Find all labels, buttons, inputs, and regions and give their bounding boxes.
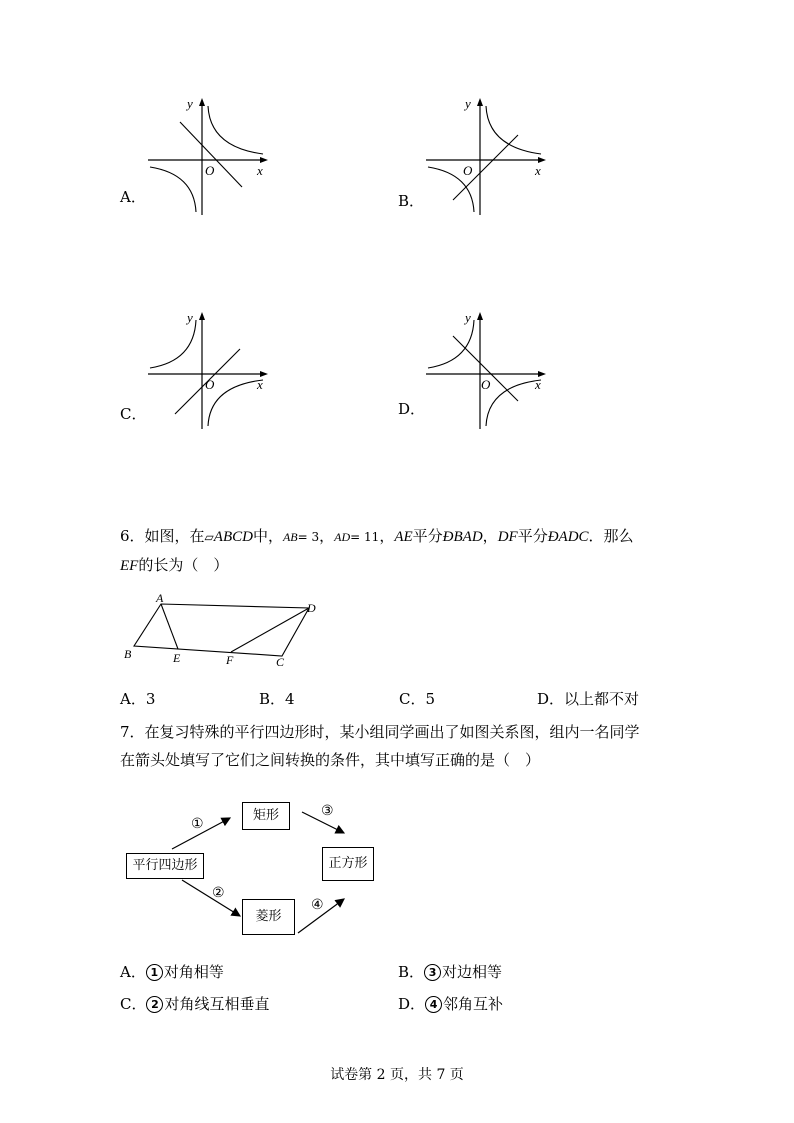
q7-option-c <box>120 993 270 1014</box>
q6-option-b: B．4 <box>259 690 295 708</box>
q6-option-d: D．以上都不对 <box>537 690 640 708</box>
q7-option-b-text: 对边相等 <box>442 963 503 981</box>
graph-c-label: C． <box>120 405 147 423</box>
graph-c <box>140 306 275 436</box>
q6-ef: EF <box>120 558 139 574</box>
q6-sep1: ， <box>319 527 335 545</box>
q7-num-2: ② <box>212 885 225 901</box>
q6-ae: AE <box>394 529 413 545</box>
graph-b-label: B． <box>398 192 425 210</box>
q6-end2: 的长为（ ） <box>138 556 229 574</box>
graph-c-y: y <box>187 310 193 325</box>
q6-angle1: ÐBAD <box>442 529 483 545</box>
q7-text <box>120 718 690 774</box>
q7-option-a-prefix: A． <box>120 963 146 981</box>
q7-line2: 在箭头处填写了它们之间转换的条件，其中填写正确的是（ ） <box>120 751 541 769</box>
q7-num-3: ③ <box>321 803 334 819</box>
q6-sep3: ， <box>482 527 498 545</box>
q6-zhong: 中， <box>252 527 283 545</box>
graph-a-x: x <box>257 163 263 178</box>
graph-c-o: O <box>205 377 215 392</box>
graph-d-x: x <box>535 377 541 392</box>
box-square: 正方形 <box>322 847 374 881</box>
q6-option-c: C．5 <box>399 690 436 708</box>
q6-ab: AB <box>282 530 298 544</box>
q6-fig-b: B <box>124 647 132 661</box>
q6-fig-d: D <box>307 601 316 615</box>
graph-d <box>418 306 553 436</box>
q6-pingfen2: 平分 <box>517 527 548 545</box>
q6-angle2: ÐADC <box>547 529 589 545</box>
q6-figure <box>118 590 333 670</box>
graph-a-y: y <box>187 96 193 111</box>
q6-pingfen1: 平分 <box>412 527 443 545</box>
q6-fig-f: F <box>226 653 234 667</box>
graph-a <box>140 92 275 222</box>
q6-ab-val: = 3 <box>297 530 320 544</box>
q6-fig-c: C <box>276 655 285 669</box>
q6-fig-e: E <box>173 651 181 665</box>
q7-option-a <box>120 961 224 982</box>
q6-abcd: ABCD <box>213 529 253 545</box>
page-footer: 试卷第 2 页，共 7 页 <box>330 1067 464 1083</box>
q6-ad-val: = 11 <box>350 530 380 544</box>
graph-a-label: A． <box>120 188 146 206</box>
graph-b-y: y <box>465 96 471 111</box>
q7-option-a-num: 1 <box>146 964 163 981</box>
graph-a-o: O <box>205 163 215 178</box>
graph-d-label: D． <box>398 400 426 418</box>
q6-df: DF <box>497 529 518 545</box>
q7-num-1: ① <box>191 816 204 832</box>
q7-option-a-text: 对角相等 <box>163 963 224 981</box>
q7-option-c-prefix: C． <box>120 995 147 1013</box>
q7-option-c-num: 2 <box>146 996 163 1013</box>
q6-end1: ．那么 <box>588 527 634 545</box>
q6-ad: AD <box>334 530 351 544</box>
q7-option-c-text: 对角线互相垂直 <box>164 995 270 1013</box>
graph-c-x: x <box>257 377 263 392</box>
graph-b-o: O <box>463 163 473 178</box>
q7-option-d-prefix: D． <box>398 995 426 1013</box>
q6-fig-a: A <box>156 591 164 605</box>
q7-option-d <box>398 993 503 1014</box>
box-rhombus: 菱形 <box>242 899 295 935</box>
q7-option-b-num: 3 <box>424 964 441 981</box>
q7-option-d-text: 邻角互补 <box>443 995 504 1013</box>
q7-num-4: ④ <box>311 897 324 913</box>
q7-option-d-num: 4 <box>425 996 442 1013</box>
graph-d-o: O <box>481 377 491 392</box>
q7-option-b-prefix: B． <box>398 963 425 981</box>
graph-b-x: x <box>535 163 541 178</box>
q7-option-b <box>398 961 502 982</box>
q6-option-a: A．3 <box>120 690 156 708</box>
box-rectangle: 矩形 <box>242 802 290 830</box>
q6-number: 6．如图，在 <box>120 527 205 545</box>
box-parallelogram: 平行四边形 <box>126 853 204 879</box>
graph-b <box>418 92 553 222</box>
q7-line1: 7．在复习特殊的平行四边形时，某小组同学画出了如图关系图，组内一名同学 <box>120 723 640 741</box>
q6-para-symbol: ▱ <box>204 530 214 544</box>
q6-text <box>120 522 680 580</box>
q6-sep2: ， <box>379 527 395 545</box>
graph-d-y: y <box>465 310 471 325</box>
